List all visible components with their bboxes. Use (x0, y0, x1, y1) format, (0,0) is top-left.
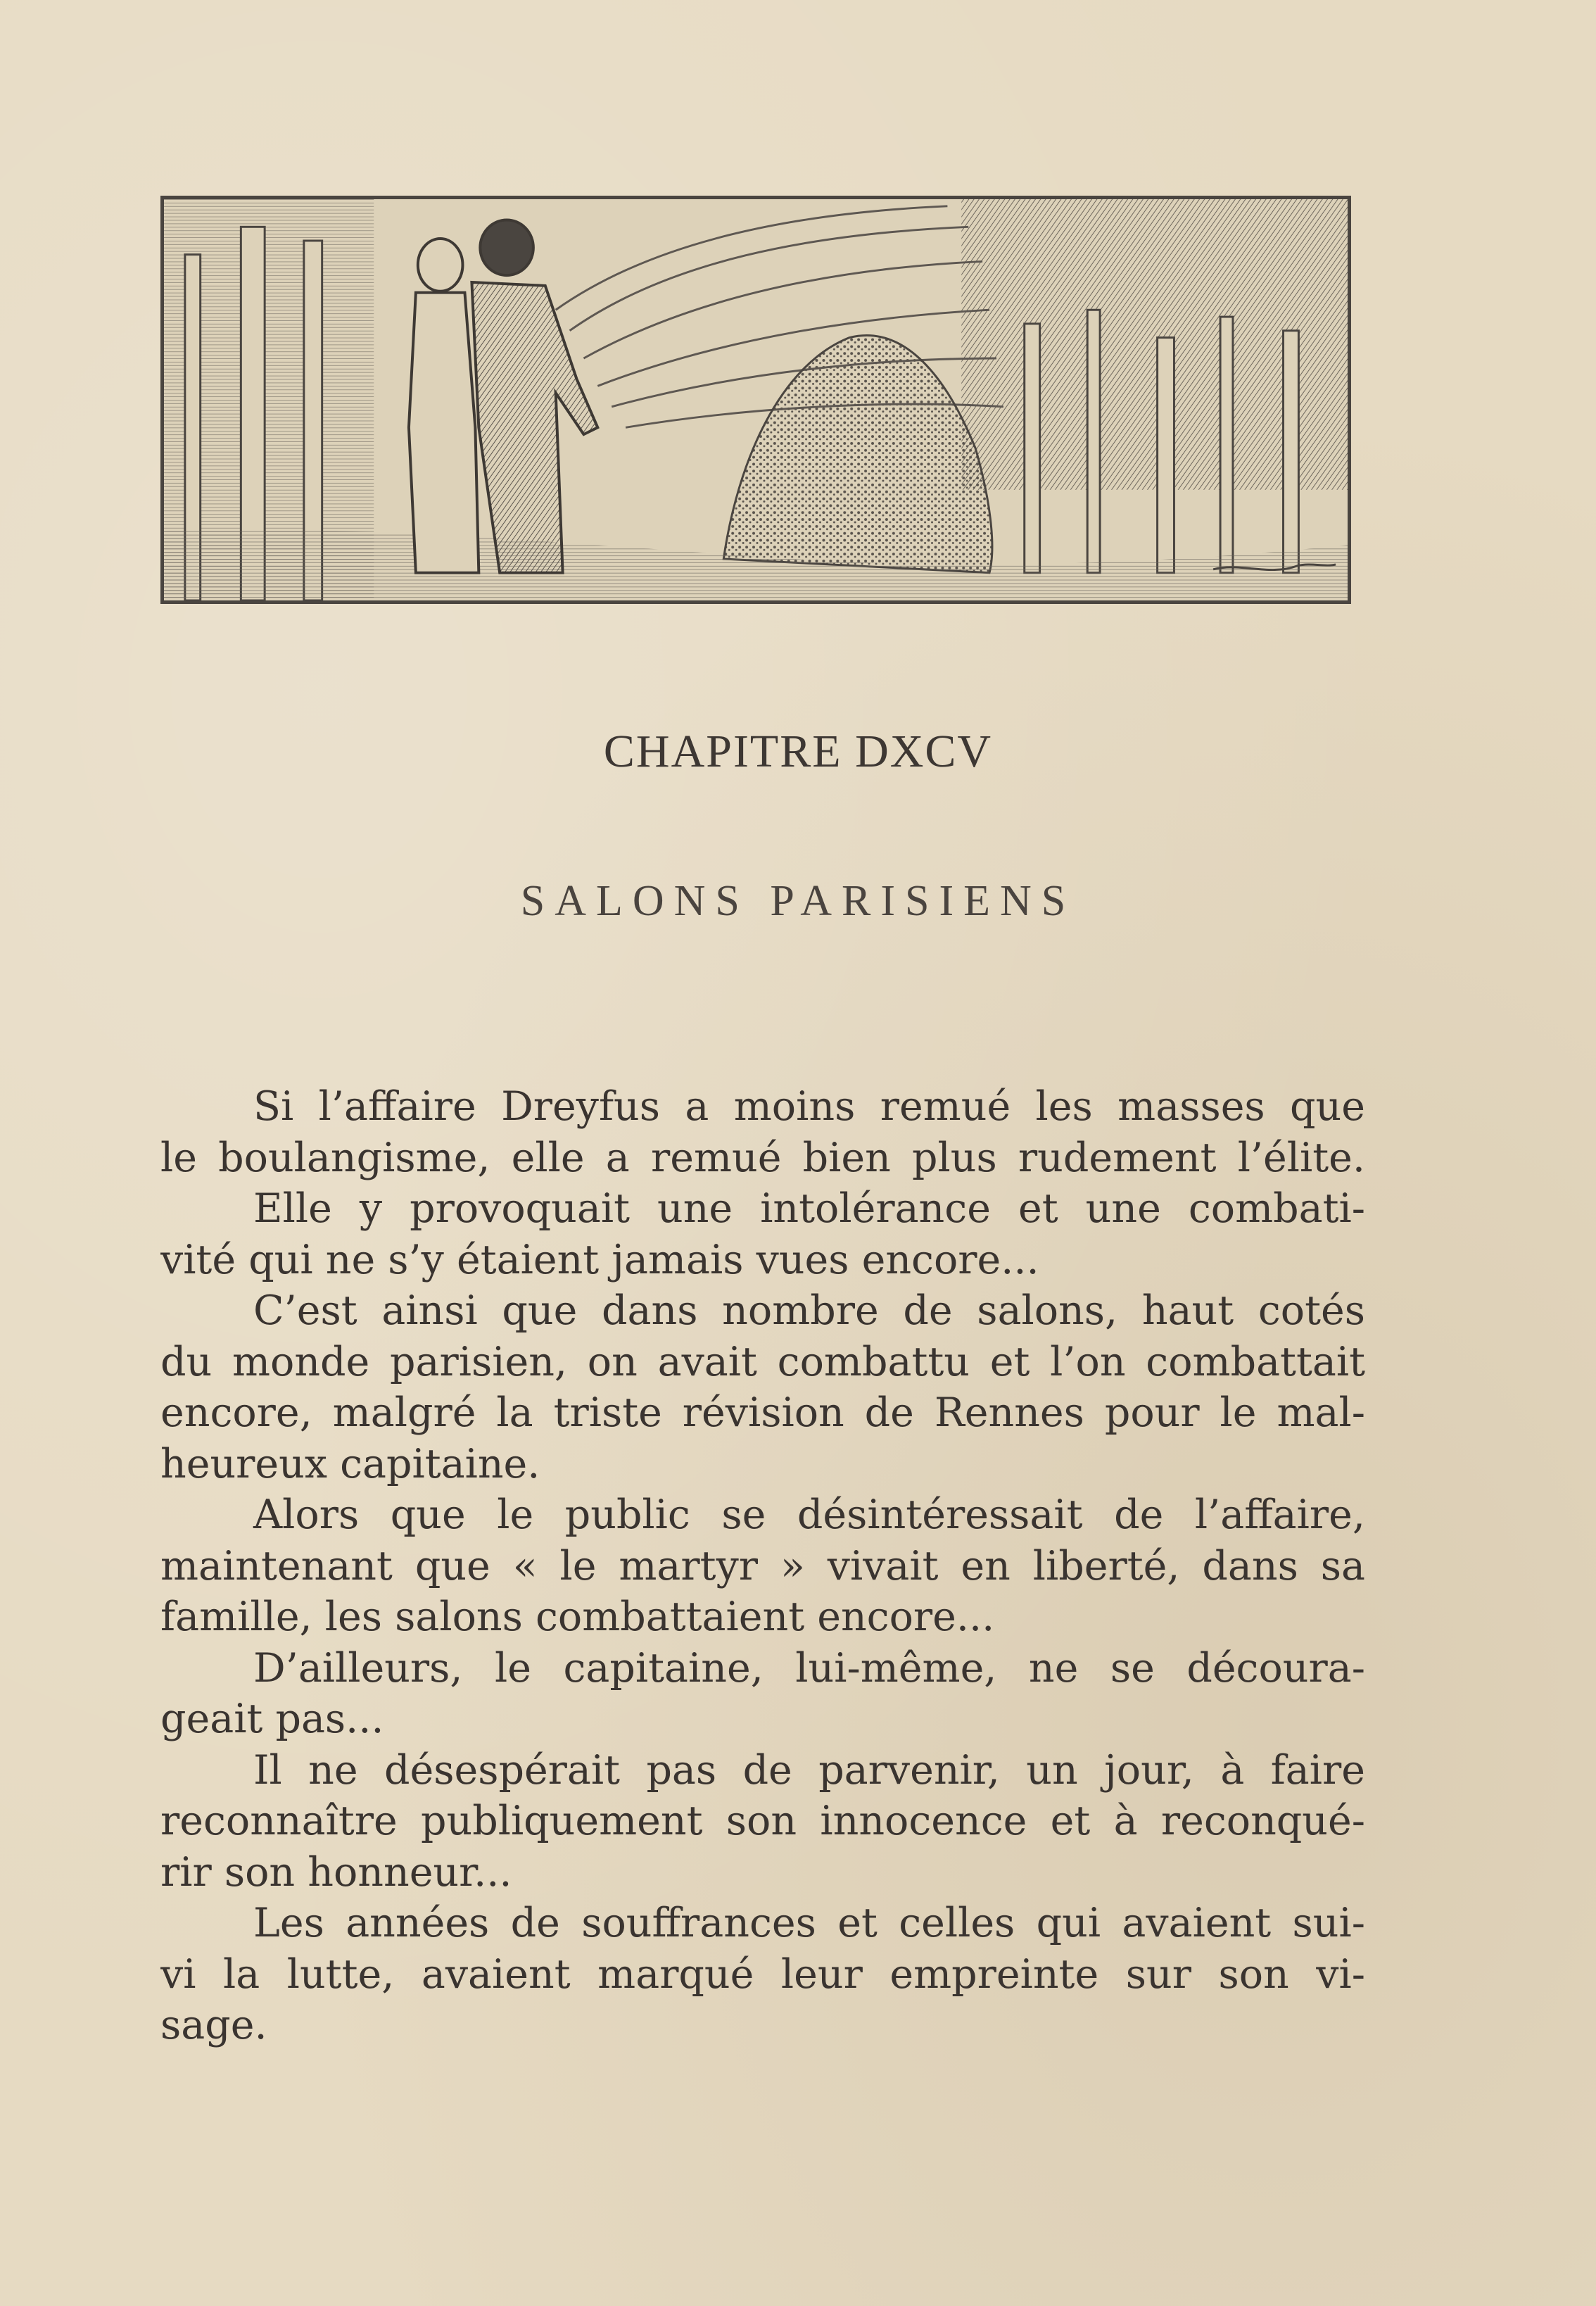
text-line: du monde parisien, on avait combattu et l’on combattait (160, 1338, 1365, 1385)
text-line: encore, malgré la triste révision de Rennes pour le mal- (160, 1390, 1365, 1436)
engraving-illustration (160, 196, 1351, 604)
text-line: reconnaître publiquement son innocence et à reconqué- (160, 1798, 1365, 1844)
text-line: sage. (160, 2002, 267, 2048)
text-line: vité qui ne s’y étaient jamais vues encore... (160, 1236, 1039, 1283)
text-line: geait pas... (160, 1696, 384, 1742)
text-line: le boulangisme, elle a remué bien plus rudement l’élite. (160, 1134, 1365, 1181)
text-line: D’ailleurs, le capitaine, lui-même, ne se découra- (253, 1644, 1365, 1691)
text-line: heureux capitaine. (160, 1440, 540, 1487)
chapter-title: SALONS PARISIENS (520, 877, 1076, 925)
text-line: Si l’affaire Dreyfus a moins remué les masses que (253, 1083, 1365, 1130)
text-line: Les années de souffrances et celles qui avaient sui- (253, 1900, 1365, 1946)
illustration-drawing (164, 199, 1348, 600)
text-line: rir son honneur... (160, 1848, 512, 1896)
text-line: Elle y provoquait une intolérance et une combati- (253, 1185, 1365, 1232)
chapter-number: CHAPITRE DXCV (603, 726, 993, 777)
text-line: vi la lutte, avaient marqué leur empreinte sur son vi- (160, 1951, 1365, 1998)
text-line: famille, les salons combattaient encore... (160, 1594, 995, 1640)
body-text (160, 1081, 1365, 2051)
text-line: C’est ainsi que dans nombre de salons, haut cotés (253, 1287, 1365, 1334)
text-line: Alors que le public se désintéressait de l’affaire, (253, 1492, 1365, 1538)
text-line: Il ne désespérait pas de parvenir, un jour, à faire (253, 1746, 1365, 1794)
text-line: maintenant que « le martyr » vivait en liberté, dans sa (160, 1542, 1365, 1589)
